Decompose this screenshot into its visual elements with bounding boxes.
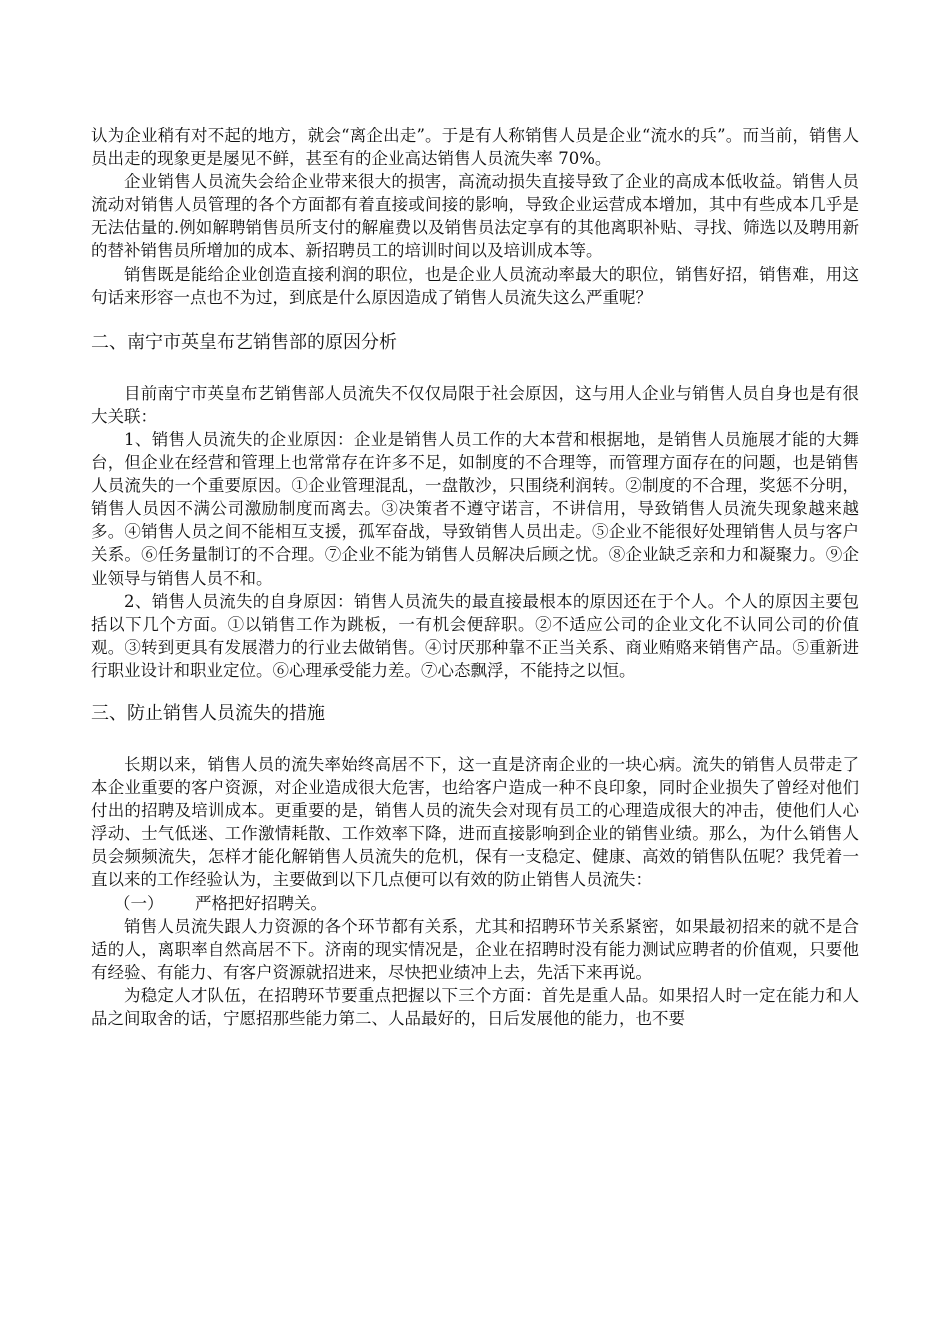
section-3-subheading: （一） 严格把好招聘关。 [114, 893, 327, 913]
section-3-heading: 三、防止销售人员流失的措施 [91, 702, 325, 724]
section-2-paragraph-1: 目前南宁市英皇布艺销售部人员流失不仅仅局限于社会原因，这与用人企业与销售人员自身也是有很大关联： [91, 383, 859, 426]
section-3-paragraph-1: 长期以来，销售人员的流失率始终高居不下，这一直是济南企业的一块心病。流失的销售人员带走了本企业重要的客户资源，对企业造成很大危害，也给客户造成一种不良印象，同时企业损失了曾经对他们付出的招聘及培训成本。更重要的是，销售人员的流失会对现有员工的心理造成很大的冲击，使他们人心浮动、士气低迷、工作激情耗散、工作效率下降，进而直接影响到企业的销售业绩。那么，为什么销售人员会频频流失，怎样才能化解销售人员流失的危机，保有一支稳定、健康、高效的销售队伍呢？我凭着一直以来的工作经验认为，主要做到以下几点便可以有效的防止销售人员流失： [91, 754, 859, 890]
intro-paragraph-1: 认为企业稍有对不起的地方，就会“离企出走”。于是有人称销售人员是企业“流水的兵”。而当前，销售人员出走的现象更是屡见不鲜，甚至有的企业高达销售人员流失率 70%。 [91, 126, 859, 169]
intro-paragraph-3: 销售既是能给企业创造直接利润的职位，也是企业人员流动率最大的职位，销售好招，销售难，用这句话来形容一点也不为过，到底是什么原因造成了销售人员流失这么严重呢？ [91, 264, 859, 307]
intro-paragraph-2: 企业销售人员流失会给企业带来很大的损害，高流动损失直接导致了企业的高成本低收益。销售人员流动对销售人员管理的各个方面都有着直接或间接的影响，导致企业运营成本增加，其中有些成本几乎是无法估量的.例如解聘销售员所支付的解雇费以及销售员法定享有的其他离职补贴、寻找、筛选以及聘用新的替补销售员所增加的成本、新招聘员工的培训时间以及培训成本等。 [91, 172, 859, 261]
section-3-paragraph-3: 为稳定人才队伍，在招聘环节要重点把握以下三个方面：首先是重人品。如果招人时一定在能力和人品之间取舍的话，宁愿招那些能力第二、人品最好的，日后发展他的能力，也不要 [91, 985, 859, 1028]
section-2-paragraph-3: 2、销售人员流失的自身原因：销售人员流失的最直接最根本的原因还在于个人。个人的原因主要包括以下几个方面。①以销售工作为跳板，一有机会便辞职。②不适应公司的企业文化不认同公司的价值观。③转到更具有发展潜力的行业去做销售。④讨厌那种靠不正当关系、商业贿赂来销售产品。⑤重新进行职业设计和职业定位。⑥心理承受能力差。⑦心态飘浮，不能持之以恒。 [91, 591, 859, 680]
section-3-paragraph-2: 销售人员流失跟人力资源的各个环节都有关系，尤其和招聘环节关系紧密，如果最初招来的就不是合适的人，离职率自然高居不下。济南的现实情况是，企业在招聘时没有能力测试应聘者的价值观，只要他有经验、有能力、有客户资源就招进来，尽快把业绩冲上去，先活下来再说。 [91, 916, 859, 982]
document-page [91, 124, 859, 1030]
section-2-paragraph-2: 1、销售人员流失的企业原因：企业是销售人员工作的大本营和根据地，是销售人员施展才能的大舞台，但企业在经营和管理上也常常存在许多不足，如制度的不合理等，而管理方面存在的问题，也是销售人员流失的一个重要原因。①企业管理混乱，一盘散沙，只围绕利润转。②制度的不合理，奖惩不分明，销售人员因不满公司激励制度而离去。③决策者不遵守诺言，不讲信用，导致销售人员流失现象越来越多。④销售人员之间不能相互支援，孤军奋战，导致销售人员出走。⑤企业不能很好处理销售人员与客户关系。⑥任务量制订的不合理。⑦企业不能为销售人员解决后顾之忧。⑧企业缺乏亲和力和凝聚力。⑨企业领导与销售人员不和。 [91, 429, 859, 588]
section-2-heading: 二、南宁市英皇布艺销售部的原因分析 [91, 331, 397, 353]
